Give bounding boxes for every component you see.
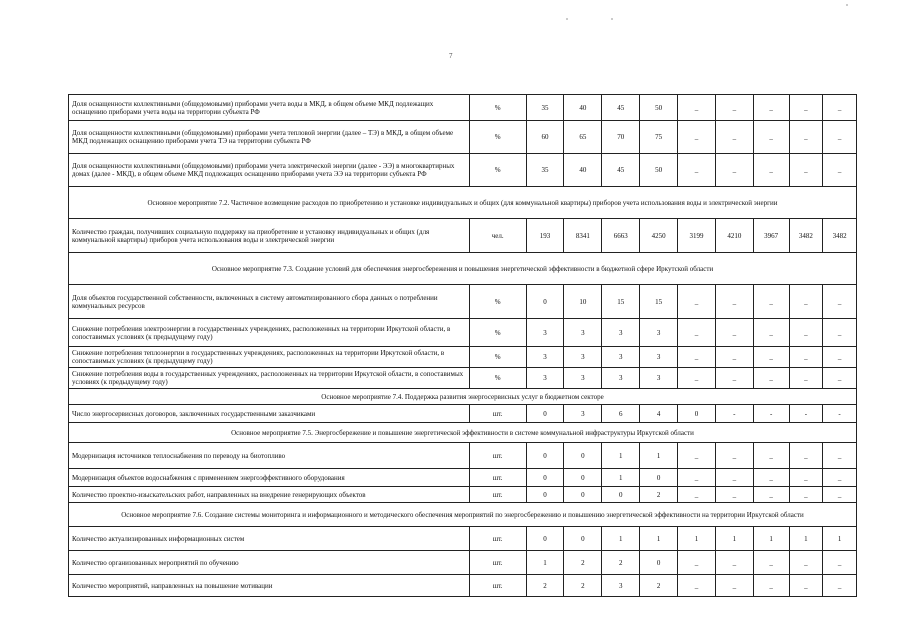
value-cell: _ — [715, 154, 753, 187]
value-cell: _ — [753, 121, 789, 154]
value-cell: 4 — [640, 405, 678, 423]
value-cell: _ — [823, 487, 857, 503]
value-cell: _ — [715, 443, 753, 469]
section-title: Основное мероприятие 7.4. Поддержка развития энергосервисных услуг в бюджетном секторе — [69, 389, 857, 405]
value-cell: _ — [753, 443, 789, 469]
value-cell: 1 — [753, 527, 789, 551]
value-cell: 3 — [564, 368, 602, 389]
value-cell: _ — [715, 469, 753, 487]
page-number: 7 — [449, 52, 453, 60]
unit-cell: чел. — [469, 219, 526, 253]
value-cell: 3 — [564, 319, 602, 347]
value-cell: 1 — [678, 527, 716, 551]
unit-cell: шт. — [469, 443, 526, 469]
section-header-row — [69, 423, 857, 443]
value-cell: _ — [753, 154, 789, 187]
value-cell: _ — [678, 575, 716, 597]
table-row — [69, 154, 857, 187]
value-cell: 65 — [564, 121, 602, 154]
table-row — [69, 405, 857, 423]
value-cell: _ — [823, 121, 857, 154]
table-row — [69, 443, 857, 469]
value-cell: _ — [823, 95, 857, 121]
value-cell: _ — [715, 487, 753, 503]
value-cell: _ — [715, 95, 753, 121]
value-cell: 3 — [526, 319, 564, 347]
value-cell: 3199 — [678, 219, 716, 253]
value-cell: _ — [823, 551, 857, 575]
value-cell: _ — [715, 285, 753, 319]
value-cell: _ — [823, 469, 857, 487]
indicator-name: Модернизация объектов водоснабжения с применением энергоэффективного оборудования — [69, 469, 470, 487]
value-cell: _ — [678, 368, 716, 389]
section-title: Основное мероприятие 7.2. Частичное возмещение расходов по приобретению и установке индивидуальных и общих (для коммунальной квартиры) приборов учета использования воды и электрической энергии — [69, 187, 857, 219]
value-cell: _ — [789, 469, 823, 487]
value-cell: 3 — [602, 575, 640, 597]
table-row — [69, 95, 857, 121]
value-cell: 6663 — [602, 219, 640, 253]
unit-cell: % — [469, 285, 526, 319]
value-cell: _ — [715, 575, 753, 597]
value-cell: 0 — [526, 527, 564, 551]
indicator-name: Количество граждан, получивших социальную поддержку на приобретение и установку индивидуальных и общих (для коммунальной квартиры) приборов учета использования воды и электрической энергии — [69, 219, 470, 253]
table-row — [69, 527, 857, 551]
value-cell: _ — [753, 487, 789, 503]
unit-cell: % — [469, 368, 526, 389]
value-cell: 3 — [640, 319, 678, 347]
value-cell: _ — [753, 575, 789, 597]
value-cell: 2 — [640, 487, 678, 503]
value-cell: 193 — [526, 219, 564, 253]
scan-speck — [566, 18, 568, 20]
value-cell: _ — [753, 551, 789, 575]
value-cell: _ — [823, 443, 857, 469]
value-cell: _ — [789, 95, 823, 121]
section-header-row — [69, 253, 857, 285]
value-cell: 0 — [526, 405, 564, 423]
value-cell: 1 — [715, 527, 753, 551]
value-cell: 1 — [602, 443, 640, 469]
value-cell: _ — [678, 443, 716, 469]
value-cell: _ — [789, 368, 823, 389]
table-row — [69, 347, 857, 368]
value-cell: _ — [789, 154, 823, 187]
value-cell: 0 — [640, 551, 678, 575]
value-cell: 0 — [564, 469, 602, 487]
unit-cell: шт. — [469, 575, 526, 597]
value-cell: 4250 — [640, 219, 678, 253]
value-cell: _ — [753, 285, 789, 319]
value-cell: 45 — [602, 154, 640, 187]
unit-cell: % — [469, 319, 526, 347]
indicator-name: Количество мероприятий, направленных на повышение мотивации — [69, 575, 470, 597]
value-cell: _ — [678, 285, 716, 319]
value-cell: _ — [678, 487, 716, 503]
indicator-name: Доля оснащенности коллективными (общедомовыми) приборами учета воды в МКД, в общем объеме МКД подлежащих оснащению приборами учета воды на территории субъекта РФ — [69, 95, 470, 121]
value-cell: 45 — [602, 95, 640, 121]
value-cell: _ — [789, 347, 823, 368]
value-cell: _ — [823, 347, 857, 368]
value-cell: 0 — [526, 285, 564, 319]
unit-cell: шт. — [469, 405, 526, 423]
value-cell: 50 — [640, 95, 678, 121]
table-row — [69, 469, 857, 487]
table-row — [69, 319, 857, 347]
indicator-name: Снижение потребления теплоэнергии в государственных учреждениях, расположенных на территории Иркутской области, в сопоставимых условиях (к предыдущему году) — [69, 347, 470, 368]
value-cell: 15 — [602, 285, 640, 319]
value-cell: - — [823, 405, 857, 423]
value-cell: 3967 — [753, 219, 789, 253]
value-cell: 3 — [602, 347, 640, 368]
value-cell: 1 — [602, 469, 640, 487]
indicator-name: Число энергосервисных договоров, заключенных государственными заказчиками — [69, 405, 470, 423]
table-row — [69, 487, 857, 503]
value-cell: 8341 — [564, 219, 602, 253]
scan-speck — [846, 4, 848, 6]
value-cell: _ — [789, 551, 823, 575]
value-cell: _ — [823, 319, 857, 347]
value-cell: _ — [678, 154, 716, 187]
value-cell: 6 — [602, 405, 640, 423]
value-cell: 0 — [564, 443, 602, 469]
value-cell: 2 — [564, 551, 602, 575]
value-cell: 3 — [526, 368, 564, 389]
table-row — [69, 121, 857, 154]
value-cell: 0 — [678, 405, 716, 423]
section-header-row — [69, 187, 857, 219]
value-cell: 1 — [789, 527, 823, 551]
value-cell: _ — [678, 319, 716, 347]
value-cell: _ — [753, 347, 789, 368]
value-cell: _ — [789, 319, 823, 347]
indicator-name: Доля оснащенности коллективными (общедомовыми) приборами учета тепловой энергии (далее – ТЭ) в МКД, в общем объеме МКД подлежащих оснащению приборами учета ТЭ на территории субъекта РФ — [69, 121, 470, 154]
value-cell: 10 — [564, 285, 602, 319]
section-header-row — [69, 389, 857, 405]
value-cell: 4210 — [715, 219, 753, 253]
value-cell: 70 — [602, 121, 640, 154]
value-cell: _ — [715, 551, 753, 575]
unit-cell: шт. — [469, 487, 526, 503]
value-cell: _ — [753, 319, 789, 347]
indicator-name: Снижение потребления электроэнергии в государственных учреждениях, расположенных на территории Иркутской области, в сопоставимых условиях (к предыдущему году) — [69, 319, 470, 347]
value-cell: - — [715, 405, 753, 423]
table-row — [69, 551, 857, 575]
section-title: Основное мероприятие 7.6. Создание системы мониторинга и информационного и методического обеспечения мероприятий по энергосбережению и повышению энергетической эффективности на территории Иркутской области — [69, 503, 857, 527]
value-cell: 60 — [526, 121, 564, 154]
value-cell: _ — [823, 575, 857, 597]
value-cell: 40 — [564, 95, 602, 121]
value-cell: _ — [789, 487, 823, 503]
value-cell: - — [753, 405, 789, 423]
value-cell: 3 — [602, 368, 640, 389]
value-cell: 15 — [640, 285, 678, 319]
value-cell: _ — [678, 347, 716, 368]
value-cell: _ — [789, 121, 823, 154]
section-header-row — [69, 503, 857, 527]
value-cell: _ — [789, 575, 823, 597]
value-cell: _ — [789, 285, 823, 319]
value-cell: 3 — [526, 347, 564, 368]
unit-cell: шт. — [469, 551, 526, 575]
value-cell: _ — [715, 121, 753, 154]
value-cell: 35 — [526, 95, 564, 121]
value-cell: _ — [715, 319, 753, 347]
indicator-name: Доля объектов государственной собственности, включенных в систему автоматизированного сбора данных о потреблении коммунальных ресурсов — [69, 285, 470, 319]
value-cell: 1 — [640, 443, 678, 469]
value-cell: _ — [678, 95, 716, 121]
value-cell: 2 — [564, 575, 602, 597]
table-row — [69, 219, 857, 253]
value-cell: 0 — [526, 469, 564, 487]
value-cell: - — [789, 405, 823, 423]
value-cell: 3 — [602, 319, 640, 347]
section-title: Основное мероприятие 7.5. Энергосбережение и повышение энергетической эффективности в системе коммунальной инфраструктуры Иркутской области — [69, 423, 857, 443]
value-cell: 75 — [640, 121, 678, 154]
value-cell: _ — [715, 347, 753, 368]
value-cell: 3482 — [823, 219, 857, 253]
value-cell: 1 — [823, 527, 857, 551]
value-cell: 50 — [640, 154, 678, 187]
unit-cell: % — [469, 154, 526, 187]
indicator-name: Модернизация источников теплоснабжения по переводу на биотопливо — [69, 443, 470, 469]
value-cell: 3 — [640, 347, 678, 368]
unit-cell: шт. — [469, 469, 526, 487]
value-cell: 40 — [564, 154, 602, 187]
value-cell: _ — [678, 469, 716, 487]
value-cell: 2 — [526, 575, 564, 597]
unit-cell: % — [469, 347, 526, 368]
indicator-name: Доля оснащенности коллективными (общедомовыми) приборами учета электрической энергии (далее - ЭЭ) в многоквартирных домах (далее - МКД), в общем объеме МКД подлежащих оснащению приборами учета ЭЭ на территории субъекта РФ — [69, 154, 470, 187]
indicator-name: Снижение потребления воды в государственных учреждениях, расположенных на территории Иркутской области, в сопоставимых условиях (к предыдущему году) — [69, 368, 470, 389]
value-cell: _ — [753, 368, 789, 389]
table-row — [69, 285, 857, 319]
value-cell: _ — [789, 443, 823, 469]
value-cell: _ — [823, 368, 857, 389]
value-cell: 35 — [526, 154, 564, 187]
value-cell: 1 — [526, 551, 564, 575]
value-cell: _ — [753, 469, 789, 487]
section-title: Основное мероприятие 7.3. Создание условий для обеспечения энергосбережения и повышения энергетической эффективности в бюджетной сфере Иркутской области — [69, 253, 857, 285]
value-cell: _ — [678, 121, 716, 154]
indicators-table — [68, 94, 857, 597]
value-cell: 0 — [564, 527, 602, 551]
value-cell: _ — [823, 285, 857, 319]
value-cell: 1 — [640, 527, 678, 551]
value-cell: 0 — [526, 443, 564, 469]
value-cell: 2 — [640, 575, 678, 597]
value-cell: 3 — [640, 368, 678, 389]
table-row — [69, 368, 857, 389]
scan-speck — [611, 18, 613, 20]
unit-cell: шт. — [469, 527, 526, 551]
indicator-name: Количество проектно-изыскательских работ, направленных на внедрение генерирующих объектов — [69, 487, 470, 503]
value-cell: 1 — [602, 527, 640, 551]
value-cell: _ — [678, 551, 716, 575]
indicator-name: Количество актуализированных информационных систем — [69, 527, 470, 551]
table-row — [69, 575, 857, 597]
indicator-name: Количество организованных мероприятий по обучению — [69, 551, 470, 575]
value-cell: 0 — [526, 487, 564, 503]
value-cell: 3 — [564, 347, 602, 368]
value-cell: _ — [823, 154, 857, 187]
value-cell: 0 — [564, 487, 602, 503]
value-cell: 0 — [602, 487, 640, 503]
value-cell: _ — [715, 368, 753, 389]
value-cell: 2 — [602, 551, 640, 575]
unit-cell: % — [469, 121, 526, 154]
unit-cell: % — [469, 95, 526, 121]
value-cell: 3482 — [789, 219, 823, 253]
value-cell: _ — [753, 95, 789, 121]
value-cell: 0 — [640, 469, 678, 487]
value-cell: 3 — [564, 405, 602, 423]
